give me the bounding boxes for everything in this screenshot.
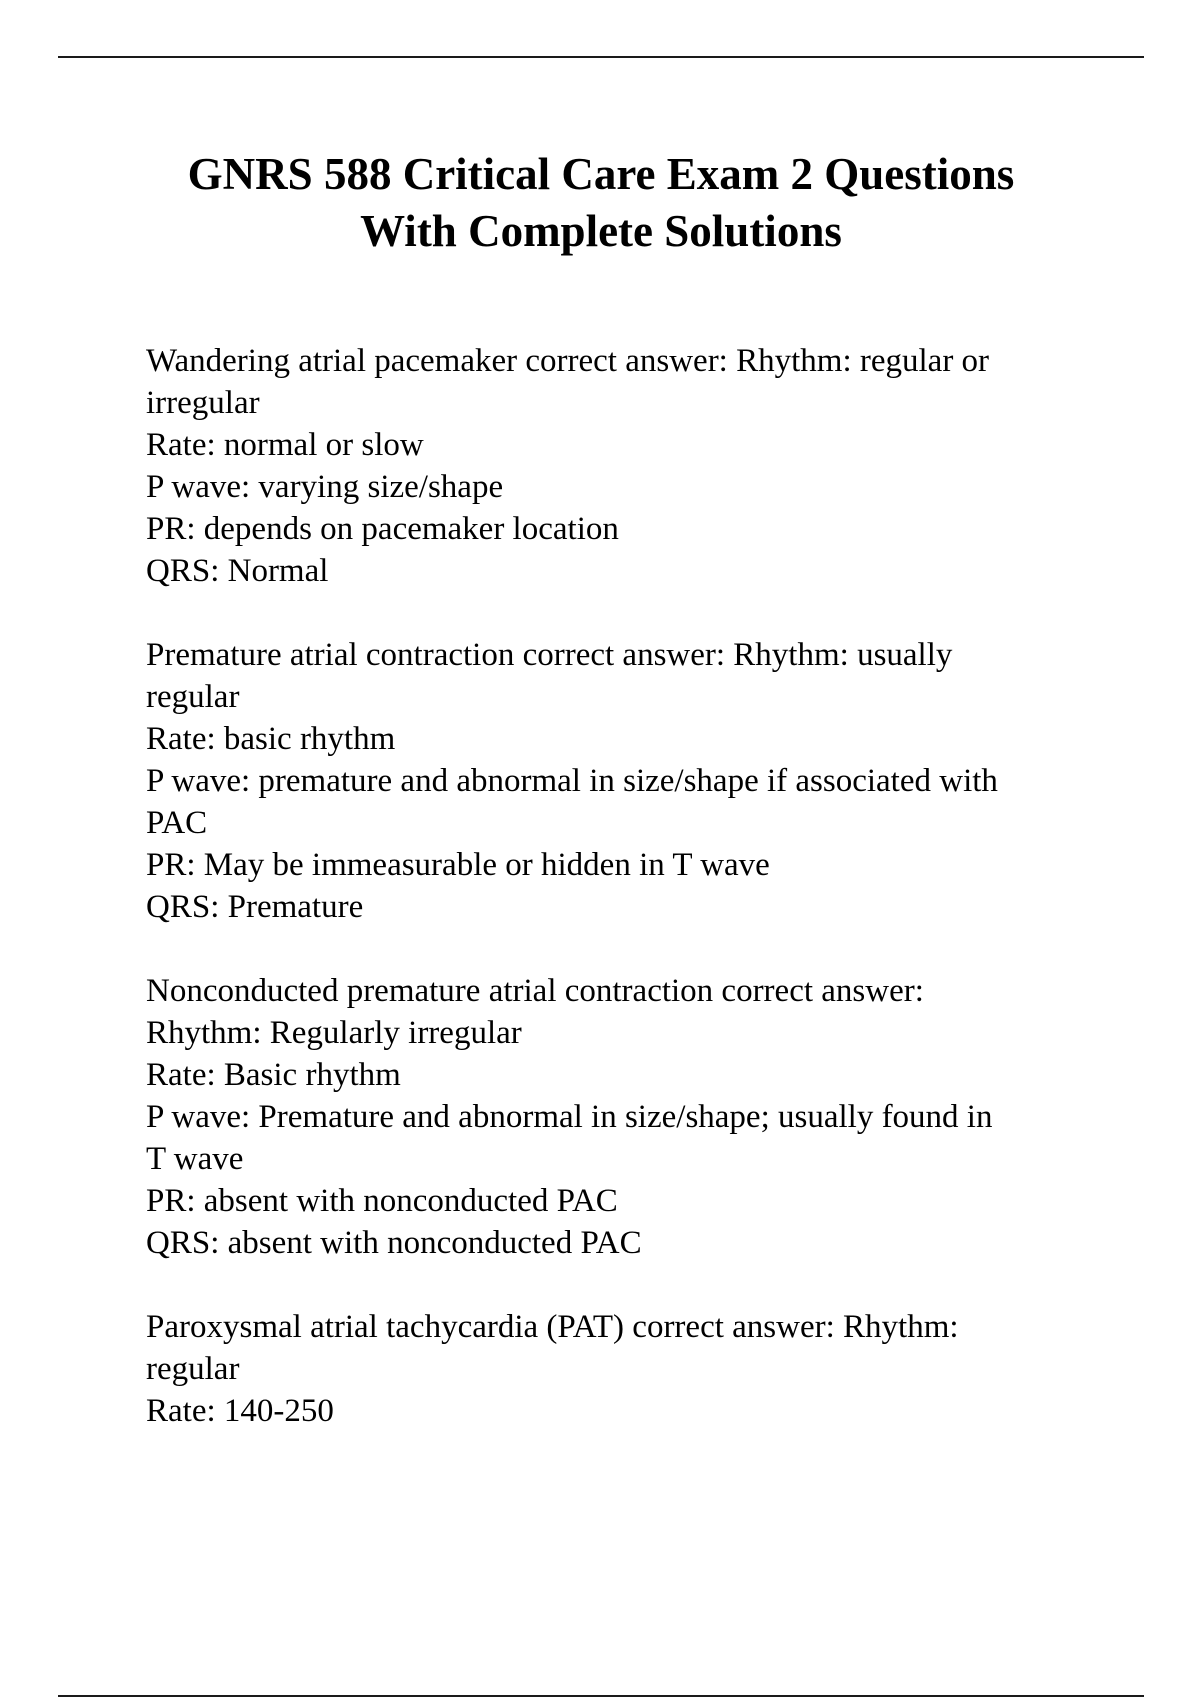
entry-line: P wave: Premature and abnormal in size/shape; usually found in <box>146 1099 993 1135</box>
page-title-line: GNRS 588 Critical Care Exam 2 Questions <box>187 149 1015 199</box>
entry-line: regular <box>146 679 240 715</box>
entry-line: QRS: absent with nonconducted PAC <box>146 1225 642 1261</box>
entry-line: PR: May be immeasurable or hidden in T wave <box>146 847 770 883</box>
entry-line: PR: depends on pacemaker location <box>146 511 619 547</box>
entry-line: PR: absent with nonconducted PAC <box>146 1183 618 1219</box>
entry-line: P wave: premature and abnormal in size/shape if associated with <box>146 763 998 799</box>
entry-line: Rhythm: Regularly irregular <box>146 1015 522 1051</box>
entry-line: QRS: Normal <box>146 553 329 589</box>
entry-line: Rate: normal or slow <box>146 427 424 463</box>
document-body <box>146 340 1106 1474</box>
entry-line: Rate: Basic rhythm <box>146 1057 401 1093</box>
entry-line: Wandering atrial pacemaker correct answer: Rhythm: regular or <box>146 343 990 379</box>
entry-line: Rate: 140-250 <box>146 1393 334 1429</box>
page-title <box>58 146 1144 260</box>
entry-line: irregular <box>146 385 260 421</box>
entry-line: P wave: varying size/shape <box>146 469 504 505</box>
entry-line: Rate: basic rhythm <box>146 721 396 757</box>
entry-line: regular <box>146 1351 240 1387</box>
entry-line: QRS: Premature <box>146 889 364 925</box>
entry-line: T wave <box>146 1141 244 1177</box>
entry-line: Paroxysmal atrial tachycardia (PAT) correct answer: Rhythm: <box>146 1309 959 1345</box>
page-title-line: With Complete Solutions <box>360 206 842 256</box>
qa-entry-paroxysmal-atrial-tachycardia <box>146 1306 1106 1432</box>
qa-entry-premature-atrial-contraction <box>146 634 1106 928</box>
entry-line: PAC <box>146 805 208 841</box>
bottom-divider <box>58 1695 1144 1697</box>
qa-entry-nonconducted-pac <box>146 970 1106 1264</box>
entry-line: Nonconducted premature atrial contraction correct answer: <box>146 973 924 1009</box>
qa-entry-wandering-atrial-pacemaker <box>146 340 1106 592</box>
entry-line: Premature atrial contraction correct answer: Rhythm: usually <box>146 637 953 673</box>
top-divider <box>58 56 1144 58</box>
